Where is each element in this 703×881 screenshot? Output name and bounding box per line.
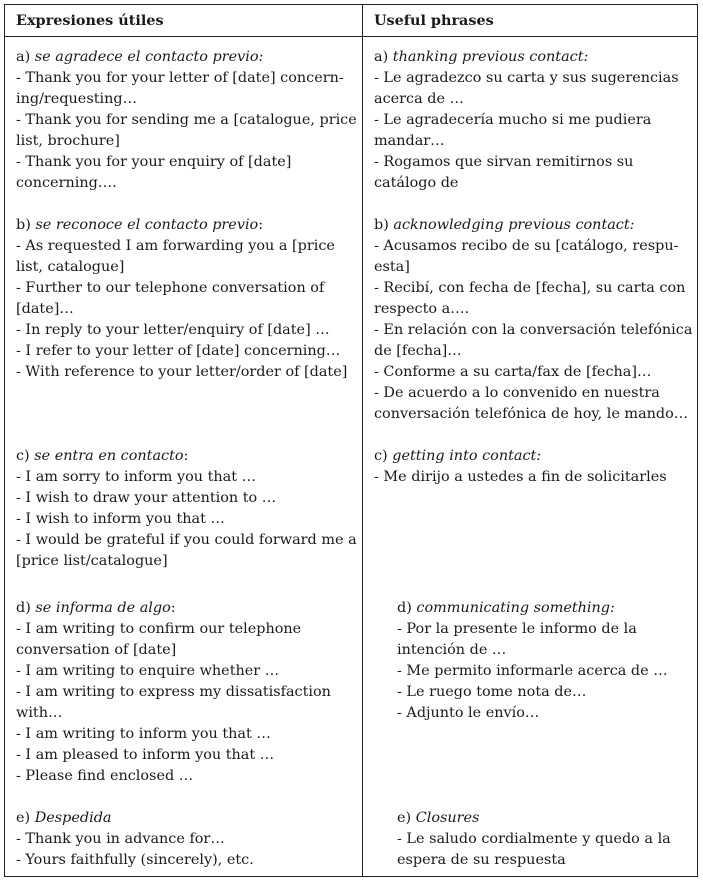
- phrase-line: - Me permito informarle acerca de …: [397, 663, 668, 679]
- phrase-line: with…: [16, 705, 63, 721]
- phrase-line: - I would be grateful if you could forward me a: [16, 532, 357, 548]
- header-left: Expresiones útiles: [16, 12, 164, 29]
- column-divider: [362, 5, 363, 876]
- section-title: a) thanking previous contact:: [374, 49, 589, 65]
- section-title: c) getting into contact:: [374, 448, 542, 464]
- phrase-line: concerning….: [16, 175, 117, 191]
- phrase-line: - Le agradecería mucho si me pudiera: [374, 112, 652, 128]
- phrase-line: conversación telefónica de hoy, le mando…: [374, 406, 689, 422]
- phrase-line: catálogo de: [374, 175, 459, 191]
- phrase-line: - I am writing to confirm our telephone: [16, 621, 302, 637]
- section-e-left: [16, 808, 254, 871]
- phrase-line: - Further to our telephone conversation of: [16, 280, 325, 296]
- section-a-left: [16, 47, 357, 194]
- phrase-line: - Adjunto le envío…: [397, 705, 540, 721]
- phrase-line: [price list/catalogue]: [16, 553, 168, 569]
- phrase-line: mandar…: [374, 133, 445, 149]
- phrase-line: - Yours faithfully (sincerely), etc.: [16, 852, 254, 868]
- phrase-line: esta]: [374, 259, 410, 275]
- section-title: d) se informa de algo:: [16, 600, 176, 616]
- phrase-line: espera de su respuesta: [397, 852, 566, 868]
- header-right: Useful phrases: [374, 12, 494, 29]
- phrase-line: - Please find enclosed …: [16, 768, 194, 784]
- phrase-line: - Recibí, con fecha de [fecha], su carta con: [374, 280, 686, 296]
- phrase-line: - I refer to your letter of [date] concerning…: [16, 343, 341, 359]
- phrase-line: - Rogamos que sirvan remitirnos su: [374, 154, 634, 170]
- phrase-line: - De acuerdo a lo convenido en nuestra: [374, 385, 660, 401]
- phrase-line: - I am writing to inform you that …: [16, 726, 271, 742]
- phrase-line: list, catalogue]: [16, 259, 125, 275]
- section-d-right: [397, 598, 668, 724]
- section-title: c) se entra en contacto:: [16, 448, 189, 464]
- phrase-line: - With reference to your letter/order of [date]: [16, 364, 348, 380]
- phrase-line: de [fecha]…: [374, 343, 462, 359]
- section-title: e) Closures: [397, 810, 480, 826]
- section-title: a) se agradece el contacto previo:: [16, 49, 264, 65]
- section-title: d) communicating something:: [397, 600, 615, 616]
- phrase-line: - Acusamos recibo de su [catálogo, respu-: [374, 238, 679, 254]
- section-title: b) se reconoce el contacto previo:: [16, 217, 264, 233]
- section-d-left: [16, 598, 331, 787]
- phrases-table: [4, 4, 698, 877]
- phrase-line: - Le ruego tome nota de…: [397, 684, 587, 700]
- phrase-line: list, brochure]: [16, 133, 120, 149]
- phrase-line: - Thank you for your letter of [date] concern-: [16, 70, 344, 86]
- phrase-line: ing/requesting…: [16, 91, 137, 107]
- header-rule: [5, 36, 697, 37]
- section-title: e) Despedida: [16, 810, 112, 826]
- phrase-line: - Por la presente le informo de la: [397, 621, 637, 637]
- section-c-left: [16, 446, 357, 572]
- phrase-line: conversation of [date]: [16, 642, 177, 658]
- section-a-right: [374, 47, 679, 194]
- phrase-line: respecto a….: [374, 301, 470, 317]
- phrase-line: - Le agradezco su carta y sus sugerencias: [374, 70, 679, 86]
- section-b-right: [374, 215, 692, 425]
- phrase-line: - Conforme a su carta/fax de [fecha]…: [374, 364, 652, 380]
- phrase-line: - I wish to inform you that …: [16, 511, 225, 527]
- phrase-line: - Thank you in advance for…: [16, 831, 225, 847]
- section-title: b) acknowledging previous contact:: [374, 217, 635, 233]
- phrase-line: - I am writing to enquire whether …: [16, 663, 280, 679]
- phrase-line: intención de …: [397, 642, 507, 658]
- phrase-line: - I am sorry to inform you that …: [16, 469, 257, 485]
- phrase-line: - As requested I am forwarding you a [price: [16, 238, 335, 254]
- phrase-line: - I wish to draw your attention to …: [16, 490, 277, 506]
- section-e-right: [397, 808, 671, 871]
- phrase-line: acerca de …: [374, 91, 464, 107]
- phrase-line: [date]…: [16, 301, 74, 317]
- phrase-line: - Me dirijo a ustedes a fin de solicitarles: [374, 469, 667, 485]
- phrase-line: - In reply to your letter/enquiry of [date] …: [16, 322, 330, 338]
- phrase-line: - En relación con la conversación telefónica: [374, 322, 693, 338]
- section-b-left: [16, 215, 347, 383]
- phrase-line: - Thank you for your enquiry of [date]: [16, 154, 292, 170]
- phrase-line: - Thank you for sending me a [catalogue, price: [16, 112, 357, 128]
- phrase-line: - I am pleased to inform you that …: [16, 747, 275, 763]
- phrase-line: - I am writing to express my dissatisfaction: [16, 684, 331, 700]
- section-c-right: [374, 446, 667, 488]
- phrase-line: - Le saludo cordialmente y quedo a la: [397, 831, 671, 847]
